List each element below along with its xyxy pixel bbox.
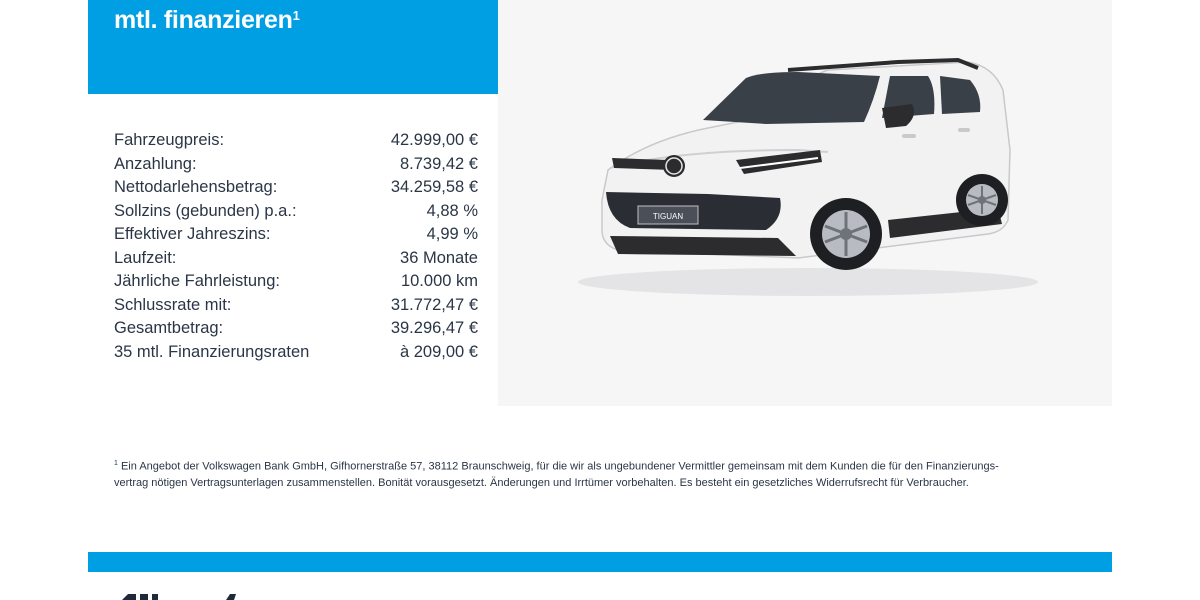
spec-label: Laufzeit: (114, 248, 177, 267)
spec-value: à 209,00 € (400, 342, 478, 361)
footnote-line-2: vertrag nötigen Vertragsunterlagen zusammenstellen. Bonität vorausgesetzt. Änderungen und Irrtümer vorbehalten. Es besteht ein gesetzliches Widerrufsrecht für Verbraucher. (114, 476, 969, 489)
spec-row (114, 129, 478, 153)
spec-label: Nettodarlehensbetrag: (114, 178, 278, 196)
spec-row (114, 317, 478, 341)
spec-row (114, 223, 478, 247)
spec-row (114, 341, 478, 365)
financing-specs (114, 129, 478, 364)
spec-value: 42.999,00 € (390, 131, 478, 149)
spec-value: 31.772,47 € (390, 295, 478, 314)
bottom-accent-bar (88, 552, 1112, 572)
spec-row (114, 294, 478, 318)
spec-value: 39.296,47 € (390, 319, 478, 337)
spec-label: Jährliche Fahrleistung: (114, 272, 280, 290)
spec-row (114, 247, 478, 271)
legal-footnote (114, 456, 1034, 491)
spec-label: Effektiver Jahreszins: (114, 225, 271, 243)
offer-title-text: mtl. finanzieren (114, 6, 293, 34)
dealer-logo-partial (122, 594, 242, 600)
footnote-marker: 1 (292, 8, 300, 23)
spec-label: 35 mtl. Finanzierungsraten (114, 342, 310, 361)
car-image-panel (498, 0, 1112, 406)
spec-label: Sollzins (gebunden) p.a.: (114, 201, 297, 220)
plate-text: TIGUAN (652, 212, 684, 221)
spec-value: 10.000 km (400, 272, 478, 290)
spec-label: Schlussrate mit: (114, 295, 232, 314)
spec-value: 36 Monate (400, 248, 478, 267)
offer-header (88, 0, 498, 94)
spec-label: Gesamtbetrag: (114, 319, 224, 337)
spec-label: Fahrzeugpreis: (114, 131, 225, 149)
spec-row (114, 270, 478, 294)
spec-row (114, 153, 478, 177)
spec-value: 8.739,42 € (400, 154, 478, 173)
car-image (498, 0, 1112, 406)
footnote-number: 1 (114, 460, 118, 467)
offer-title (114, 6, 300, 35)
spec-row (114, 200, 478, 224)
spec-value: 34.259,58 € (390, 178, 478, 196)
spec-value: 4,99 % (426, 225, 478, 243)
spec-label: Anzahlung: (114, 154, 197, 173)
footnote-text-1: Ein Angebot der Volkswagen Bank GmbH, Gifhornerstraße 57, 38112 Braunschweig, für die wir als ungebundener Vermittler gemeinsam mit dem Kunden die für den Finanzierungs- (120, 460, 999, 473)
spec-value: 4,88 % (426, 201, 478, 220)
spec-row (114, 176, 478, 200)
footnote-line-1 (114, 456, 1034, 475)
